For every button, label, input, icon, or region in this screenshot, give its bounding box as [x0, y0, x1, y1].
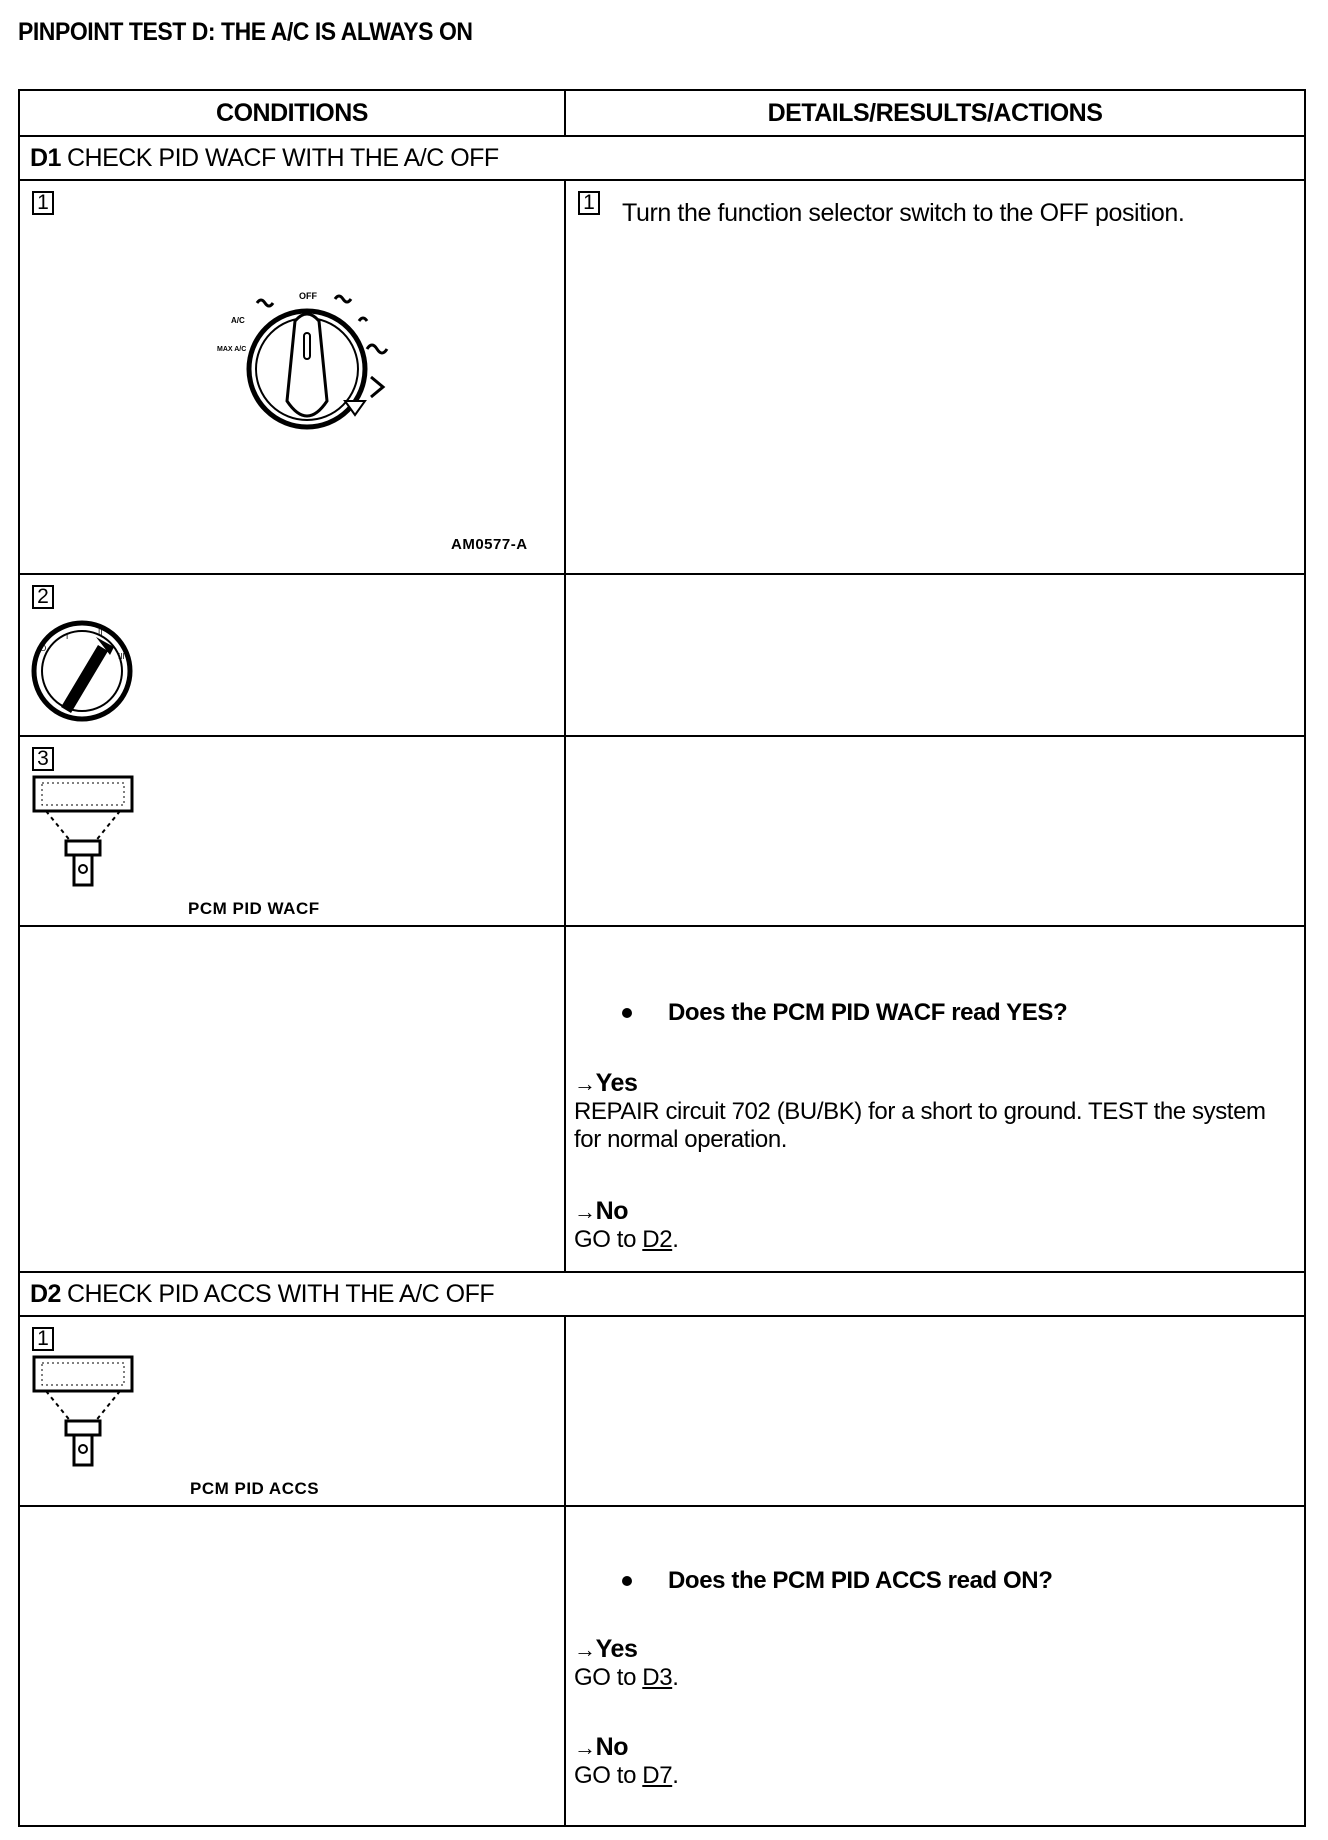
- step-number-box: 3: [32, 747, 54, 771]
- d1-yes-label: Yes: [595, 1069, 638, 1097]
- d2-yes-label: Yes: [595, 1635, 638, 1663]
- section-d2-heading: [19, 1272, 1305, 1316]
- step-number-box: 1: [32, 191, 54, 215]
- d2-result-condition: [19, 1506, 565, 1826]
- section-d2-title: CHECK PID ACCS WITH THE A/C OFF: [66, 1279, 495, 1308]
- conditions-header: CONDITIONS: [19, 90, 565, 136]
- step-number-box: 2: [32, 585, 54, 609]
- d1-result-condition: [19, 926, 565, 1272]
- d1-step3-row: [19, 736, 1305, 926]
- d2-result-details: [565, 1506, 1305, 1826]
- bullet-icon: [622, 1008, 632, 1018]
- d1-step1-row: [19, 180, 1305, 574]
- section-d2-id: D2: [30, 1279, 61, 1308]
- d1-step3-details: [565, 736, 1305, 926]
- d1-no-branch: [574, 1197, 1296, 1254]
- section-d1-heading: [19, 136, 1305, 180]
- figure-code: AM0577-A: [451, 536, 528, 553]
- d2-no-label: No: [595, 1733, 629, 1761]
- d1-no-suffix: .: [672, 1226, 679, 1253]
- step-caption: PCM PID WACF: [188, 899, 320, 918]
- d2-step1-row: [19, 1316, 1305, 1506]
- pinpoint-test-table: [18, 89, 1306, 1827]
- ignition-i-label: I: [66, 632, 69, 641]
- d1-step1-instruction: Turn the function selector switch to the OFF position.: [622, 199, 1185, 227]
- scan-tool-icon: [32, 1355, 142, 1475]
- table-header-row: [19, 90, 1305, 136]
- d2-no-prefix: GO to: [574, 1762, 643, 1789]
- d2-yes-prefix: GO to: [574, 1664, 643, 1691]
- d2-no-suffix: .: [672, 1762, 679, 1789]
- d2-step1-details: [565, 1316, 1305, 1506]
- ignition-iii-label: III: [118, 652, 125, 661]
- ignition-ii-label: II: [98, 628, 103, 637]
- d1-result-row: [19, 926, 1305, 1272]
- d1-step3-condition: [19, 736, 565, 926]
- arrow-icon: →: [574, 1071, 596, 1096]
- step-number-box: 1: [578, 191, 600, 215]
- d2-yes-branch: [574, 1635, 1296, 1692]
- d1-step2-row: [19, 574, 1305, 736]
- d1-no-label: No: [595, 1197, 629, 1225]
- d1-no-prefix: GO to: [574, 1226, 643, 1253]
- bullet-icon: [622, 1576, 632, 1586]
- d1-yes-branch: [574, 1069, 1296, 1154]
- ignition-switch-icon: [28, 617, 138, 727]
- go-to-d7-link[interactable]: D7: [642, 1762, 673, 1789]
- dial-max-ac-label: MAX A/C: [217, 346, 247, 353]
- details-header: DETAILS/RESULTS/ACTIONS: [565, 90, 1305, 136]
- d2-question: [574, 1567, 1296, 1595]
- arrow-icon: →: [574, 1199, 596, 1224]
- section-d1-row: [19, 136, 1305, 180]
- scan-tool-icon: [32, 775, 142, 895]
- d1-step1-condition: [19, 180, 565, 574]
- d1-step2-details: [565, 574, 1305, 736]
- page-title: PINPOINT TEST D: THE A/C IS ALWAYS ON: [18, 18, 473, 46]
- d1-step2-condition: [19, 574, 565, 736]
- d1-question-text: Does the PCM PID WACF read YES?: [668, 999, 1068, 1026]
- arrow-icon: →: [574, 1735, 596, 1760]
- d2-question-text: Does the PCM PID ACCS read ON?: [668, 1567, 1053, 1594]
- d2-result-row: [19, 1506, 1305, 1826]
- d1-step1-details: [565, 180, 1305, 574]
- d1-yes-action: REPAIR circuit 702 (BU/BK) for a short to ground. TEST the system for normal operation.: [574, 1098, 1266, 1153]
- d2-no-branch: [574, 1733, 1296, 1790]
- d1-question: [574, 999, 1296, 1027]
- step-number-box: 1: [32, 1327, 54, 1351]
- go-to-d3-link[interactable]: D3: [642, 1664, 673, 1691]
- d2-step1-condition: [19, 1316, 565, 1506]
- dial-ac-label: A/C: [231, 316, 245, 325]
- d2-yes-suffix: .: [672, 1664, 679, 1691]
- arrow-icon: →: [574, 1637, 596, 1662]
- d1-result-details: [565, 926, 1305, 1272]
- section-d2-row: [19, 1272, 1305, 1316]
- go-to-d2-link[interactable]: D2: [642, 1226, 673, 1253]
- section-d1-id: D1: [30, 143, 61, 172]
- dial-off-label: OFF: [299, 291, 317, 301]
- step-caption: PCM PID ACCS: [190, 1479, 320, 1498]
- function-selector-dial-icon: [195, 281, 425, 451]
- ignition-o-label: O: [40, 644, 47, 653]
- section-d1-title: CHECK PID WACF WITH THE A/C OFF: [66, 143, 499, 172]
